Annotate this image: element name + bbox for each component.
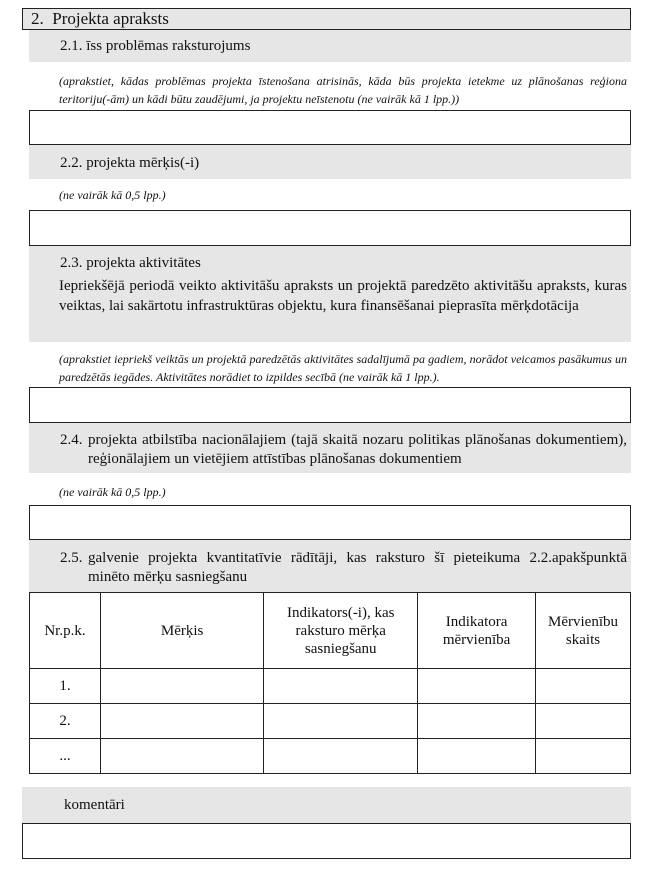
col-header-goal: Mērķis	[100, 593, 263, 669]
section-title: 2. Projekta apraksts	[31, 9, 169, 28]
indicators-table	[29, 592, 631, 774]
subsection-2-4-number: 2.4.	[60, 432, 83, 448]
unit-cell[interactable]	[418, 739, 536, 774]
count-cell[interactable]	[536, 704, 631, 739]
project-goals-field[interactable]	[29, 210, 631, 246]
goal-cell[interactable]	[100, 669, 263, 704]
indicator-cell[interactable]	[264, 739, 418, 774]
subsection-2-4-note: (ne vairāk kā 0,5 lpp.)	[59, 485, 166, 499]
table-row	[30, 704, 631, 739]
count-cell[interactable]	[536, 739, 631, 774]
activities-field[interactable]	[29, 387, 631, 423]
unit-cell[interactable]	[418, 669, 536, 704]
table-header-row	[30, 593, 631, 669]
goal-cell[interactable]	[100, 739, 263, 774]
subsection-2-4-title: projekta atbilstība nacionālajiem (tajā skaitā nozaru politikas plānošanas dokumentiem), reģionālajiem un vietējiem attīstības plānošanas dokumentiem	[88, 432, 627, 467]
subsection-2-2-note: (ne vairāk kā 0,5 lpp.)	[59, 188, 166, 202]
subsection-2-1-note: (aprakstiet, kādas problēmas projekta īstenošana atrisinās, kāda būs projekta ietekme uz plānošanas reģiona teritoriju(-ām) un kādi būtu zaudējumi, ja projektu neīstenotu (ne vairāk kā 1 lpp.))	[59, 74, 627, 106]
comments-title: komentāri	[64, 797, 125, 813]
subsection-2-5-title: galvenie projekta kvantitatīvie rādītāji, kas raksturo šī pieteikuma 2.2.apakšpunktā minēto mērķu sasniegšanu	[88, 550, 627, 585]
col-header-unit: Indikatora mērvienība	[418, 593, 536, 669]
subsection-2-3-text: Iepriekšējā periodā veikto aktivitāšu apraksts un projektā paredzēto aktivitāšu apraksts, kuras veiktas, lai sakārtotu infrastruktūras objektu, kura finansēšanai pieprasīta mērķdotācija	[59, 278, 627, 314]
comments-header	[22, 787, 631, 823]
indicator-cell[interactable]	[264, 669, 418, 704]
problem-description-field[interactable]	[29, 110, 631, 145]
section-header	[22, 8, 631, 30]
indicator-cell[interactable]	[264, 704, 418, 739]
table-row	[30, 669, 631, 704]
unit-cell[interactable]	[418, 704, 536, 739]
comments-field[interactable]	[22, 823, 631, 859]
subsection-2-2-header	[29, 145, 631, 179]
col-header-number: Nr.p.k.	[30, 593, 101, 669]
subsection-2-2-title: 2.2. projekta mērķis(-i)	[60, 155, 200, 171]
col-header-indicator: Indikators(-i), kas raksturo mērķa sasniegšanu	[264, 593, 418, 669]
goal-cell[interactable]	[100, 704, 263, 739]
col-header-count: Mērvienību skaits	[536, 593, 631, 669]
table-row	[30, 739, 631, 774]
row-number: 2.	[30, 704, 101, 739]
count-cell[interactable]	[536, 669, 631, 704]
subsection-2-5-number: 2.5.	[60, 550, 83, 566]
subsection-2-3-title: 2.3. projekta aktivitātes	[60, 255, 201, 271]
subsection-2-3-note: (aprakstiet iepriekš veiktās un projektā paredzētās aktivitātes sadalījumā pa gadiem, norādot veicamos pasākumus un paredzētās iegādes. Aktivitātes norādiet to izpildes secībā (ne vairāk kā 1 lpp.).	[59, 352, 627, 384]
subsection-2-1-title: 2.1. īss problēmas raksturojums	[60, 38, 251, 54]
row-number: ...	[30, 739, 101, 774]
row-number: 1.	[30, 669, 101, 704]
planning-compliance-field[interactable]	[29, 505, 631, 540]
subsection-2-4-header	[29, 423, 631, 473]
subsection-2-5-header	[29, 540, 631, 592]
subsection-2-1-header	[29, 30, 631, 62]
